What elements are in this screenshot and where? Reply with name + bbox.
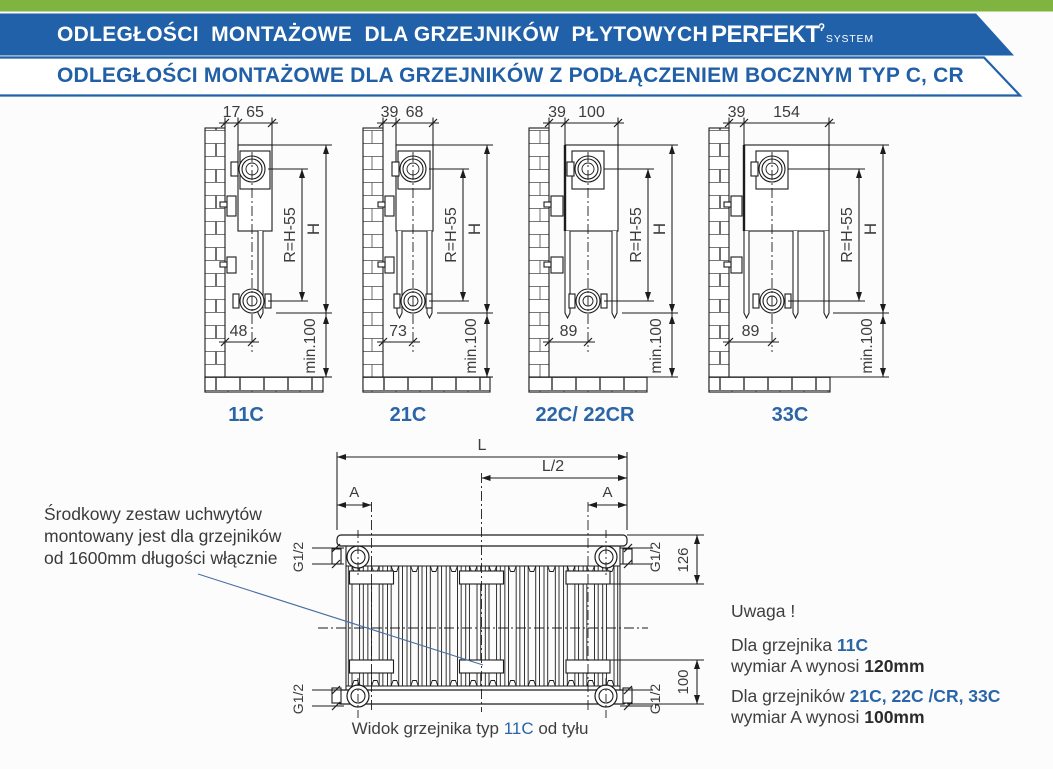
dim-label: H xyxy=(465,222,484,236)
dim-label: H xyxy=(650,222,669,236)
rear-view-diagram xyxy=(290,437,704,718)
page-title: ODLEGŁOŚCI MONTAŻOWE DLA GRZEJNIKÓW PŁYTOWYCH xyxy=(57,23,708,46)
note-line: wymiar A wynosi 120mm xyxy=(731,656,925,676)
dim-label: min.100 xyxy=(302,318,319,374)
dim-label: 39 xyxy=(727,104,746,121)
dim-label: G1/2 xyxy=(290,683,306,715)
note-line: Dla grzejników 21C, 22C /CR, 33C xyxy=(731,686,1001,706)
diagram-label-33c: 33C xyxy=(771,404,809,426)
dim-label: R=H-55 xyxy=(443,207,460,263)
side-view-22C-22CR xyxy=(529,104,678,392)
side-view-21C xyxy=(363,104,493,392)
diagram-label-11c: 11C xyxy=(228,404,264,426)
dim-label: 39 xyxy=(548,104,566,121)
dim-label: min.100 xyxy=(463,318,480,374)
bracket-annotation xyxy=(44,503,281,569)
side-view-11C xyxy=(205,104,332,392)
annotation-line: montowany jest dla grzejników xyxy=(44,526,282,546)
dim-label: 100 xyxy=(578,104,605,121)
dim-label: 154 xyxy=(773,104,800,121)
section-subtitle: ODLEGŁOŚCI MONTAŻOWE DLA GRZEJNIKÓW Z PODŁĄCZENIEM BOCZNYM TYP C, CR xyxy=(57,64,964,87)
annotation-line: Środkowy zestaw uchwytów xyxy=(44,504,262,524)
annotation-leader-line xyxy=(198,574,483,665)
dim-label: min.100 xyxy=(648,318,665,374)
dim-label: H xyxy=(304,222,323,236)
note-line: wymiar A wynosi 100mm xyxy=(731,707,925,727)
diagram-label-22c-22cr: 22C/ 22CR xyxy=(535,404,635,426)
dim-label: 89 xyxy=(741,323,760,340)
caption-type: 11C xyxy=(503,719,534,738)
dim-label: L xyxy=(477,437,487,454)
brand-logo-sub: SYSTEM xyxy=(825,33,874,45)
dim-label: 39 xyxy=(380,104,399,121)
dim-label: 68 xyxy=(405,104,424,121)
dim-label: G1/2 xyxy=(290,541,306,573)
diagram-label-21c: 21C xyxy=(389,404,427,426)
dim-label: H xyxy=(861,222,880,236)
dim-label: R=H-55 xyxy=(282,207,299,263)
brand-logo-name: PERFEKT xyxy=(711,21,820,48)
dim-label: 89 xyxy=(559,323,578,340)
dim-label: R=H-55 xyxy=(628,207,645,263)
brand-logo xyxy=(711,14,874,56)
dim-label: A xyxy=(349,484,360,501)
dim-label: 73 xyxy=(389,323,407,340)
dim-label: L/2 xyxy=(541,458,565,475)
dim-label: 100 xyxy=(675,669,692,695)
dim-label: A xyxy=(602,484,613,501)
dim-label: 17 xyxy=(222,104,241,121)
dim-label: min.100 xyxy=(859,318,876,374)
dim-label: R=H-55 xyxy=(839,207,856,263)
dim-label: 126 xyxy=(675,547,692,573)
dim-label: G1/2 xyxy=(647,541,663,573)
rear-view-caption: Widok grzejnika typ 11C od tyłu xyxy=(351,719,589,738)
note-block xyxy=(731,601,1000,728)
dim-label: G1/2 xyxy=(647,683,663,715)
annotation-line: od 1600mm długości włącznie xyxy=(44,548,278,568)
brand-logo-hook-icon: ˀ xyxy=(818,20,825,39)
side-view-33C xyxy=(709,104,889,392)
dim-label: 48 xyxy=(229,323,248,340)
note-title: Uwaga ! xyxy=(731,601,796,621)
note-line: Dla grzejnika 11C xyxy=(731,635,869,655)
dim-label: 65 xyxy=(246,104,264,121)
